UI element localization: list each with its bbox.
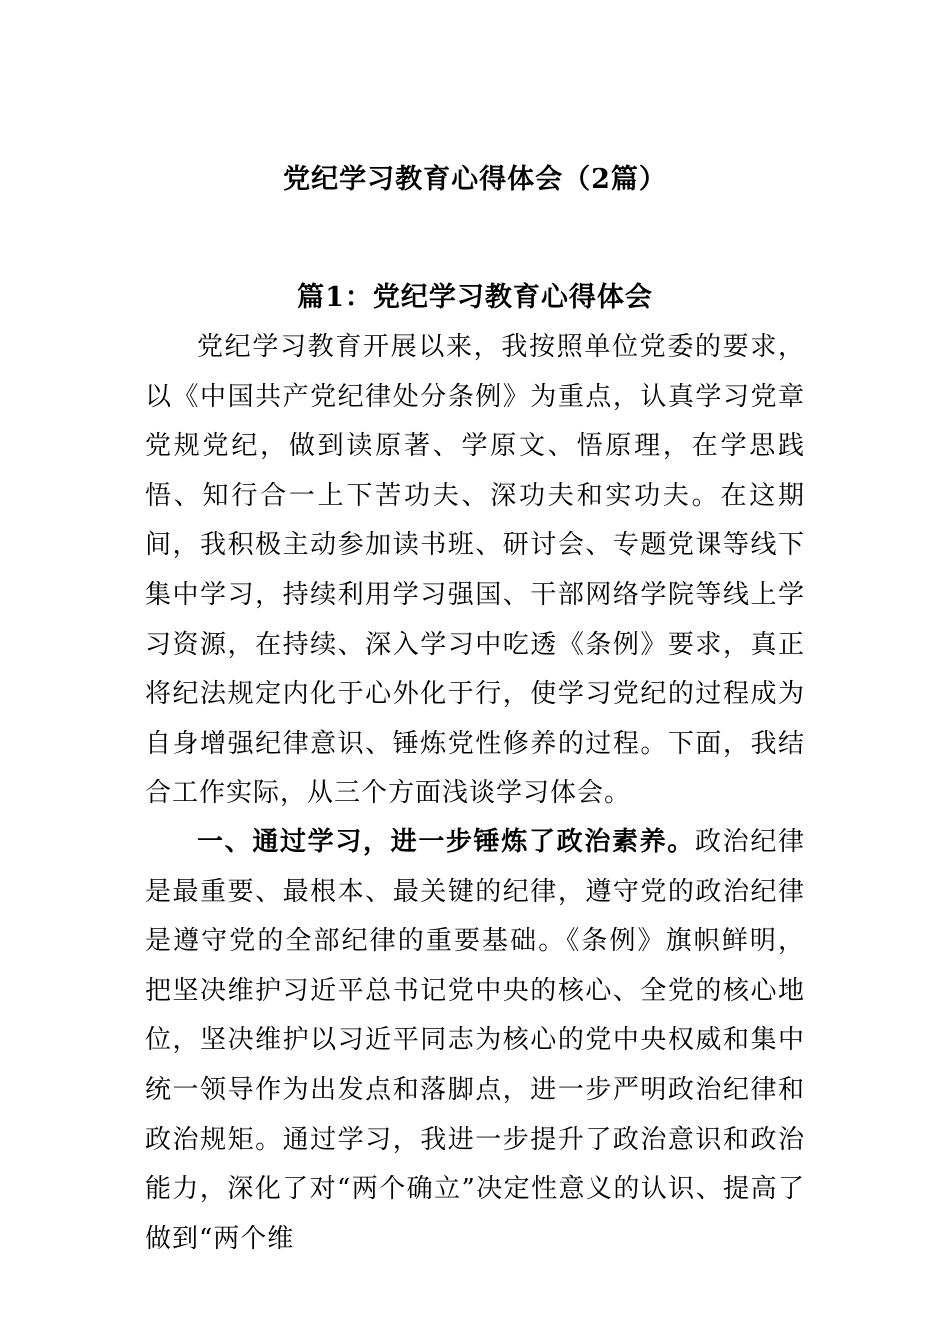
- paragraph-point-one: [145, 818, 805, 1264]
- document-title: 党纪学习教育心得体会（2篇）: [283, 164, 667, 195]
- paragraph-text: 政治纪律是最重要、最根本、最关键的纪律，遵守党的政治纪律是遵守党的全部纪律的重要基础。《条例》旗帜鲜明，把坚决维护习近平总书记党中央的核心、全党的核心地位，坚决维护以习近平同志为核心的党中央权威和集中统一领导作为出发点和落脚点，进一步严明政治纪律和政治规矩。通过学习，我进一步提升了政治意识和政治能力，深化了对“两个确立”决定性意义的认识、提高了做到“两个维: [145, 827, 805, 1254]
- paragraph-intro: [145, 323, 805, 819]
- paragraph-text: 党纪学习教育开展以来，我按照单位党委的要求，以《中国共产党纪律处分条例》为重点，认真学习党章党规党纪，做到读原著、学原文、悟原理，在学思践悟、知行合一上下苦功夫、深功夫和实功夫。在这期间，我积极主动参加读书班、研讨会、专题党课等线下集中学习，持续利用学习强国、干部网络学院等线上学习资源，在持续、深入学习中吃透《条例》要求，真正将纪法规定内化于心外化于行，使学习党纪的过程成为自身增强纪律意识、锤炼党性修养的过程。下面，我结合工作实际，从三个方面浅谈学习体会。: [145, 332, 805, 809]
- paragraph-lead-heading: 一、通过学习，进一步锤炼了政治素养。: [197, 827, 695, 857]
- section-title: 篇1：党纪学习教育心得体会: [297, 282, 653, 313]
